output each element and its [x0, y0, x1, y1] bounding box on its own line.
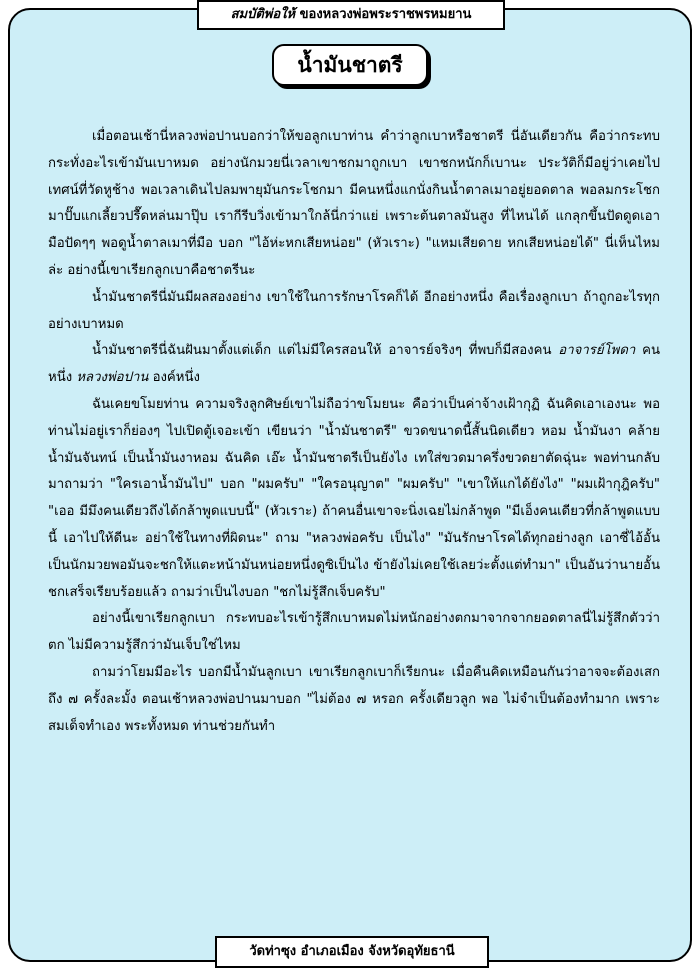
paragraph: ฉันเคยขโมยท่าน ความจริงลูกศิษย์เขาไม่ถือว่าขโมยนะ คือว่าเป็นค่าจ้างเฝ้ากุฏิ ฉันคิดเอาเองนะ พอท่านไม่อยู่เราก็ย่องๆ ไปเปิดตู้เจอะเข้า เขียนว่า "น้ำมันชาตรี" ขวดขนาดนี้สั้นนิดเดียว หอม น้ำมันงา คล้ายน้ำมันจันทน์ เป็นน้ำมันงาหอม ฉันคิด เอ๊ะ น้ำมันชาตรีเป็นยังไง เทใส่ขวดมาครึ่งขวดยาตัดฉุ่นะ พอท่านกลับมาถามว่า "ใครเอาน้ำมันไป" บอก "ผมครับ" "ใครอนุญาต" "ผมครับ" "เขาให้แกได้ยังไง" "ผมเฝ้ากุฎิครับ" "เออ มีมึงคนเดียวถึงได้กล้าพูดแบบนี้" (หัวเราะ) ถ้าคนอื่นเขาจะนิ่งเฉยไม่กล้าพูด "มีเอ็งคนเดียวที่กล้าพูดแบบนี้ เอาไปให้ดีนะ อย่าใช้ในทางที่ผิดนะ" ถาม "หลวงพ่อครับ เป็นไง" "มันรักษาโรคได้ทุกอย่างลูก เอาซี่ไอ้อั้นเป็นนักมวยพอมันจะชกให้แตะหน้ามันหน่อยหนึ่งดูซิเป็นไง ข้ายังไม่เคยใช้เลยว่ะตั้งแต่ทำมา" เป็นอันว่านายอั้นชกเสร็จเรียบร้อยแล้ว ถามว่าเป็นไงบอก "ชกไม่รู้สึกเจ็บครับ" — [48, 396, 660, 600]
teacher-name: อาจารย์โพดา — [558, 343, 636, 359]
paragraph: น้ำมันชาตรีนี่มันมีผลสองอย่าง เขาใช้ในการรักษาโรคก็ได้ อีกอย่างหนึ่ง คือเรื่องลูกเบา ถ้าถูกอะไรทุกอย่างเบาหมด — [48, 289, 660, 332]
teacher-name: หลวงพ่อปาน — [76, 370, 149, 386]
paragraph-text: น้ำมันชาตรีนี่ฉันฝันมาตั้งแต่เด็ก แต่ไม่มีใครสอนให้ อาจารย์จริงๆ ที่พบก็มีสองคน — [92, 343, 559, 359]
page-title: น้ำมันชาตรี — [272, 44, 428, 86]
paragraph — [48, 338, 660, 392]
header-book-title: สมบัติพ่อให้ — [230, 7, 296, 22]
header-banner — [197, 0, 505, 30]
paragraph: เมื่อตอนเช้านี่หลวงพ่อปานบอกว่าให้ขอลูกเบาท่าน คำว่าลูกเบาหรือชาตรี นี่อันเดียวกัน คือว่ากระทบกระทั่งอะไรเข้ามันเบาหมด อย่างนักมวยนี่เวลาเขาชกมาถูกเบา เขาชกหนักก็เบานะ ประวัติก็มีอยู่ว่าเคยไปเทศน์ที่วัดหูช้าง พอเวลาเดินไปลมพายุมันกระโชกมา มีคนหนึ่งแกนั่งกินน้ำตาลเมาอยู่ยอดตาล พอลมกระโชกมาปั๊บแกเลี้ยวปรื๊ดหล่นมาปุ๊บ เรากีรีบวิ่งเข้ามาใกล้นี่กว่าแย่ เพราะต้นตาลมันสูง ที่ไหนได้ แกลุกขึ้นปัดดูดเอามือปัดๆๆ พอดูน้ำตาลเมาที่มือ บอก "ไอ้ห่ะหกเสียหน่อย" (หัวเราะ) "แหมเสียดาย หกเสียหน่อยได้" นี่เห็นไหมล่ะ อย่างนี้เขาเรียกลูกเบาคือชาตรีนะ — [48, 129, 660, 278]
header-subtitle: ของหลวงพ่อพระราชพรหมยาน — [299, 7, 472, 22]
footer-banner: วัดท่าซุง อำเภอเมือง จังหวัดอุทัยธานี — [215, 936, 489, 968]
paragraph: อย่างนี้เขาเรียกลูกเบา กระทบอะไรเข้ารู้สึกเบาหมดไม่หนักอย่างตกมาจากจากยอดตาลนี่ไม่รู้สึกตัวว่าตก ไม่มีความรู้สึกว่ามันเจ็บใช่ไหม — [48, 611, 660, 654]
paragraph-text: องค์หนึ่ง — [148, 370, 200, 386]
paragraph: ถามว่าโยมมีอะไร บอกมีน้ำมันลูกเบา เขาเรียกลูกเบาก็เรียกนะ เมื่อคืนคิดเหมือนกันว่าอาจจะต้องเสกถึง ๗ ครั้งละมั้ง ตอนเช้าหลวงพ่อปานมาบอก "ไม่ต้อง ๗ หรอก ครั้งเดียวลูก พอ ไม่จำเป็นต้องทำมาก เพราะสมเด็จทำเอง พระทั้งหมด ท่านช่วยกันทำ — [48, 664, 660, 734]
paragraph-text: คนหนึ่ง — [48, 343, 660, 386]
article-body — [48, 124, 660, 740]
